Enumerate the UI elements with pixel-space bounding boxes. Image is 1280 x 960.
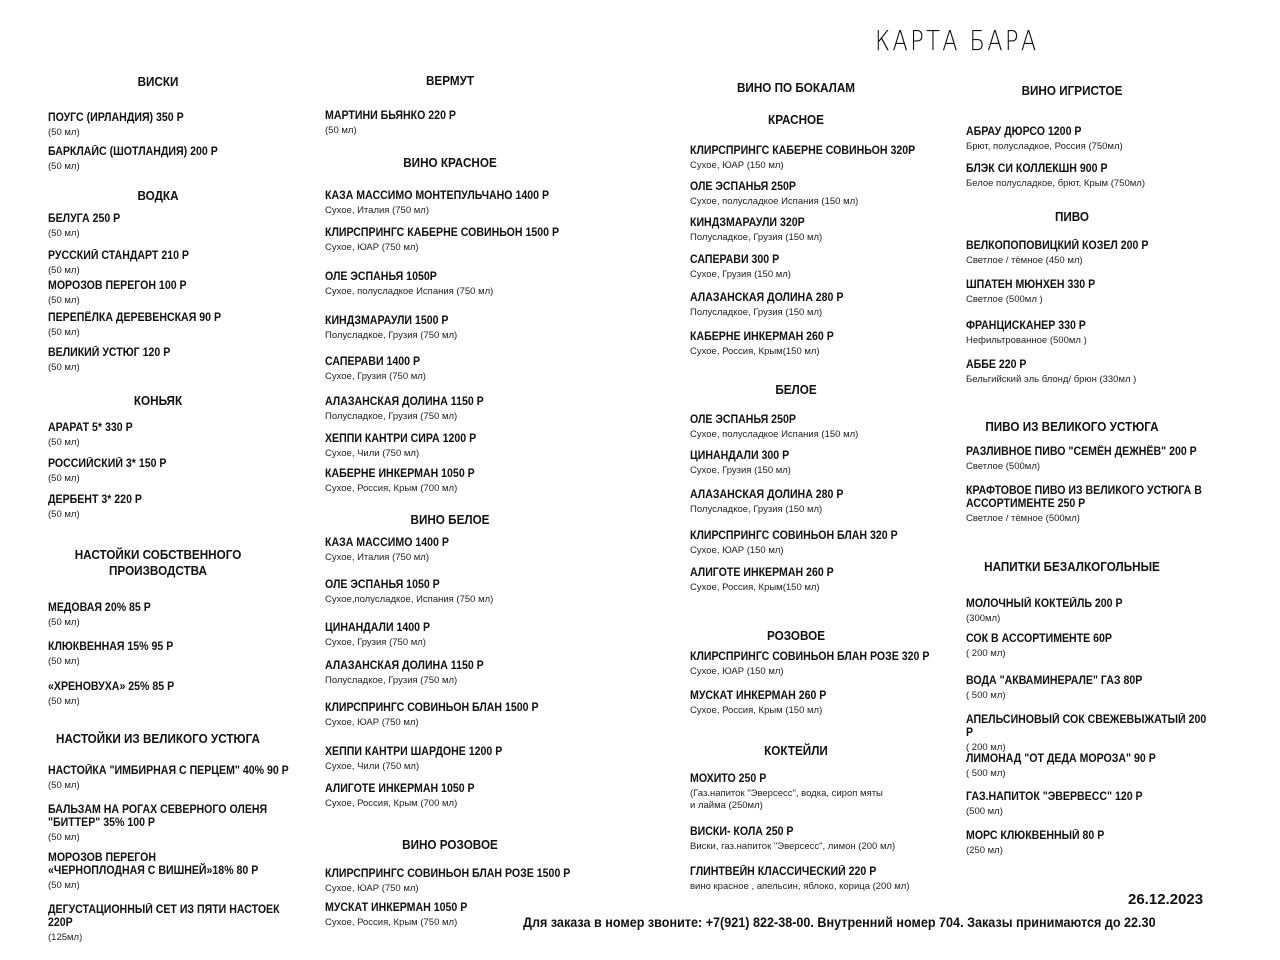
menu-item [690, 414, 940, 441]
item-name: РАЗЛИВНОЕ ПИВО "СЕМЁН ДЕЖНЁВ" 200 Р [966, 446, 1197, 458]
item-description: ( 200 мл) [966, 648, 1006, 659]
item-description: Брют, полусладкое, Россия (750мл) [966, 141, 1123, 152]
item-name: ВЕЛКОПОПОВИЦКИЙ КОЗЕЛ 200 Р [966, 240, 1149, 252]
menu-item [966, 163, 1216, 190]
item-name: МУСКАТ ИНКЕРМАН 260 Р [690, 690, 827, 702]
item-name: АЛИГОТЕ ИНКЕРМАН 260 Р [690, 567, 834, 579]
item-name: РУССКИЙ СТАНДАРТ 210 Р [48, 250, 189, 262]
item-name: КАБЕРНЕ ИНКЕРМАН 260 Р [690, 331, 834, 343]
menu-item [325, 433, 575, 460]
menu-item [690, 181, 940, 208]
item-name: НАСТОЙКА "ИМБИРНАЯ С ПЕРЦЕМ" 40% 90 Р [48, 765, 289, 777]
item-name: КИНДЗМАРАУЛИ 1500 Р [325, 315, 449, 327]
item-name: ПЕРЕПЁЛКА ДЕРЕВЕНСКАЯ 90 Р [48, 312, 222, 324]
item-description: Сухое, полусладкое Испания (750 мл) [325, 286, 494, 297]
item-description: (50 мл) [48, 228, 80, 239]
item-name: КАЗА МАССИМО 1400 Р [325, 537, 449, 549]
item-description: Полусладкое, Грузия (750 мл) [325, 675, 458, 686]
item-name: КАЗА МАССИМО МОНТЕПУЛЬЧАНО 1400 Р [325, 190, 550, 202]
item-name: САПЕРАВИ 1400 Р [325, 356, 421, 368]
section-heading: ВОДКА [137, 188, 179, 203]
item-name: АЛАЗАНСКАЯ ДОЛИНА 1150 Р [325, 396, 484, 408]
section-heading: НАСТОЙКИ СОБСТВЕННОГО ПРОИЗВОДСТВА [74, 547, 242, 578]
item-description: Полусладкое, Грузия (150 мл) [690, 307, 823, 318]
menu-item [966, 675, 1216, 702]
item-description: Полусладкое, Грузия (150 мл) [690, 504, 823, 515]
item-name: МАРТИНИ БЬЯНКО 220 Р [325, 110, 456, 122]
item-name: ДЕРБЕНТ 3* 220 Р [48, 494, 142, 506]
item-description: Полусладкое, Грузия (750 мл) [325, 330, 458, 341]
item-name: ХЕППИ КАНТРИ ШАРДОНЕ 1200 Р [325, 746, 503, 758]
item-name: МОРС КЛЮКВЕННЫЙ 80 Р [966, 830, 1105, 842]
item-description: Светлое (500мл ) [966, 294, 1043, 305]
section-heading: ПИВО [1054, 209, 1090, 224]
item-description: (50 мл) [48, 265, 80, 276]
item-description: Сухое, Италия (750 мл) [325, 552, 429, 563]
item-description: (50 мл) [48, 473, 80, 484]
menu-item [325, 537, 575, 564]
section-heading: БЕЛОЕ [775, 382, 817, 397]
menu-item [48, 146, 298, 173]
section-heading: КОНЬЯК [133, 393, 183, 408]
item-description: Сухое, ЮАР (750 мл) [325, 717, 419, 728]
item-description: Сухое, ЮАР (150 мл) [690, 545, 784, 556]
item-name: МУСКАТ ИНКЕРМАН 1050 Р [325, 902, 468, 914]
item-name: АББЕ 220 Р [966, 359, 1027, 371]
item-name: ЛИМОНАД "ОТ ДЕДА МОРОЗА" 90 Р [966, 753, 1156, 765]
menu-item [325, 396, 575, 423]
item-name: ШПАТЕН МЮНХЕН 330 Р [966, 279, 1096, 291]
menu-item [48, 602, 298, 629]
item-name: КАБЕРНЕ ИНКЕРМАН 1050 Р [325, 468, 475, 480]
item-name: КЛЮКВЕННАЯ 15% 95 Р [48, 641, 174, 653]
menu-item [966, 791, 1216, 818]
item-description: Сухое, Россия, Крым (700 мл) [325, 798, 458, 809]
item-description: (50 мл) [48, 127, 80, 138]
menu-item [48, 852, 298, 892]
item-description: ( 200 мл) [966, 742, 1006, 753]
item-description: (50 мл) [48, 696, 80, 707]
item-name: КЛИРСПРИНГС СОВИНЬОН БЛАН РОЗЕ 320 Р [690, 651, 930, 663]
order-info-footer: Для заказа в номер звоните: +7(921) 822-38-00. Внутренний номер 704. Заказы принимаются до 22.30 [523, 914, 1156, 930]
menu-item [325, 868, 575, 895]
section-heading: РОЗОВОЕ [766, 628, 826, 643]
item-name: ГАЗ.НАПИТОК "ЭВЕРВЕСС" 120 Р [966, 791, 1143, 803]
item-name: ОЛЕ ЭСПАНЬЯ 250Р [690, 181, 796, 193]
menu-item [966, 485, 1216, 525]
menu-item [48, 280, 298, 307]
item-name: МОРОЗОВ ПЕРЕГОН 100 Р [48, 280, 187, 292]
item-name: «ХРЕНОВУХА» 25% 85 Р [48, 681, 175, 693]
item-description: Сухое, Чили (750 мл) [325, 448, 420, 459]
item-name: МЕДОВАЯ 20% 85 Р [48, 602, 151, 614]
item-description: (50 мл) [48, 780, 80, 791]
item-name: КРАФТОВОЕ ПИВО ИЗ ВЕЛИКОГО УСТЮГА В АССОРТИМЕНТЕ 250 Р [966, 485, 1202, 510]
item-description: Сухое, ЮАР (750 мл) [325, 883, 419, 894]
menu-item [690, 826, 940, 853]
section-heading: ВИНО КРАСНОЕ [403, 155, 497, 170]
item-name: КЛИРСПРИНГС СОВИНЬОН БЛАН 320 Р [690, 530, 898, 542]
menu-item [690, 690, 940, 717]
item-name: МОЛОЧНЫЙ КОКТЕЙЛЬ 200 Р [966, 598, 1123, 610]
item-name: ЦИНАНДАЛИ 1400 Р [325, 622, 431, 634]
item-description: вино красное , апельсин, яблоко, корица (200 мл) [690, 881, 910, 892]
item-name: МОРОЗОВ ПЕРЕГОН «ЧЕРНОПЛОДНАЯ С ВИШНЕЙ»18% 80 Р [48, 852, 259, 877]
item-name: ОЛЕ ЭСПАНЬЯ 1050 Р [325, 579, 440, 591]
item-description: Светлое / тёмное (500мл) [966, 513, 1080, 524]
item-name: ВОДА "АКВАМИНЕРАЛЕ" ГАЗ 80Р [966, 675, 1143, 687]
item-description: Сухое, Россия, Крым (750 мл) [325, 917, 458, 928]
menu-item [690, 489, 940, 516]
menu-item [966, 279, 1216, 306]
menu-item [690, 530, 940, 557]
menu-item [690, 866, 940, 893]
menu-date: 26.12.2023 [1128, 891, 1204, 908]
menu-item [325, 579, 575, 606]
menu-item [325, 468, 575, 495]
item-name: БЕЛУГА 250 Р [48, 213, 121, 225]
section-heading: НАСТОЙКИ ИЗ ВЕЛИКОГО УСТЮГА [56, 731, 260, 746]
menu-item [325, 622, 575, 649]
menu-item [690, 292, 940, 319]
item-name: ДЕГУСТАЦИОННЫЙ СЕТ ИЗ ПЯТИ НАСТОЕК 220Р [48, 904, 280, 929]
section-heading: ВИНО ИГРИСТОЕ [1021, 83, 1123, 98]
item-description: (500 мл) [966, 806, 1003, 817]
item-name: ВЕЛИКИЙ УСТЮГ 120 Р [48, 347, 171, 359]
menu-item [325, 746, 575, 773]
item-description: Полусладкое, Грузия (750 мл) [325, 411, 458, 422]
item-description: (50 мл) [48, 437, 80, 448]
item-name: БАЛЬЗАМ НА РОГАХ СЕВЕРНОГО ОЛЕНЯ "БИТТЕР" 35% 100 Р [48, 804, 268, 829]
section-heading: ВИНО РОЗОВОЕ [402, 837, 498, 852]
menu-item [966, 753, 1216, 780]
item-description: (250 мл) [966, 845, 1003, 856]
item-description: (50 мл) [48, 880, 80, 891]
menu-item [48, 904, 298, 944]
item-description: Светлое (500мл) [966, 461, 1041, 472]
item-name: ХЕППИ КАНТРИ СИРА 1200 Р [325, 433, 477, 445]
item-description: Сухое, Россия, Крым(150 мл) [690, 346, 820, 357]
menu-item [966, 830, 1216, 857]
item-description: Сухое, Россия, Крым (150 мл) [690, 705, 823, 716]
item-name: КИНДЗМАРАУЛИ 320Р [690, 217, 805, 229]
menu-item [966, 240, 1216, 267]
item-description: Сухое, Италия (750 мл) [325, 205, 429, 216]
menu-item [966, 359, 1216, 386]
item-description: Сухое,полусладкое, Испания (750 мл) [325, 594, 494, 605]
menu-item [325, 702, 575, 729]
section-heading: ВИСКИ [137, 74, 179, 89]
section-heading: ВЕРМУТ [425, 73, 475, 88]
item-description: Сухое, ЮАР (150 мл) [690, 666, 784, 677]
item-name: МОХИТО 250 Р [690, 773, 767, 785]
menu-item [325, 783, 575, 810]
menu-item [966, 446, 1216, 473]
item-name: ВИСКИ- КОЛА 250 Р [690, 826, 794, 838]
item-name: АЛАЗАНСКАЯ ДОЛИНА 280 Р [690, 292, 844, 304]
item-name: РОССИЙСКИЙ 3* 150 Р [48, 458, 167, 470]
item-description: Светлое / тёмное (450 мл) [966, 255, 1083, 266]
item-name: ОЛЕ ЭСПАНЬЯ 250Р [690, 414, 796, 426]
item-description: (50 мл) [48, 362, 80, 373]
item-name: КЛИРСПРИНГС КАБЕРНЕ СОВИНЬОН 1500 Р [325, 227, 560, 239]
menu-title: КАРТА БАРА [875, 24, 1039, 57]
item-description: Полусладкое, Грузия (150 мл) [690, 232, 823, 243]
item-name: СОК В АССОРТИМЕНТЕ 60Р [966, 633, 1112, 645]
item-name: КЛИРСПРИНГС СОВИНЬОН БЛАН 1500 Р [325, 702, 539, 714]
item-name: БАРКЛАЙС (ШОТЛАНДИЯ) 200 Р [48, 146, 218, 158]
item-description: (Газ.напиток "Эверсесс", водка, сироп мяты и лайма (250мл) [690, 788, 883, 811]
menu-item [690, 331, 940, 358]
menu-item [325, 315, 575, 342]
menu-item [690, 567, 940, 594]
section-heading: НАПИТКИ БЕЗАЛКОГОЛЬНЫЕ [984, 559, 1160, 574]
item-name: АПЕЛЬСИНОВЫЙ СОК СВЕЖЕВЫЖАТЫЙ 200 Р [966, 714, 1207, 739]
item-description: Сухое, Чили (750 мл) [325, 761, 420, 772]
section-heading: ВИНО ПО БОКАЛАМ [736, 80, 856, 95]
section-heading: ПИВО ИЗ ВЕЛИКОГО УСТЮГА [985, 419, 1159, 434]
item-description: Сухое, ЮАР (750 мл) [325, 242, 419, 253]
menu-item [325, 110, 575, 137]
item-description: Сухое, Грузия (750 мл) [325, 371, 426, 382]
item-description: (50 мл) [48, 161, 80, 172]
menu-item [48, 681, 298, 708]
item-description: (50 мл) [48, 327, 80, 338]
menu-item [690, 217, 940, 244]
item-description: (50 мл) [325, 125, 357, 136]
item-name: ПОУГС (ИРЛАНДИЯ) 350 Р [48, 112, 184, 124]
item-description: Сухое, Россия, Крым (700 мл) [325, 483, 458, 494]
menu-item [48, 312, 298, 339]
menu-item [48, 213, 298, 240]
item-description: Белое полусладкое, брют, Крым (750мл) [966, 178, 1145, 189]
item-description: (50 мл) [48, 617, 80, 628]
item-name: АБРАУ ДЮРСО 1200 Р [966, 126, 1082, 138]
menu-item [48, 494, 298, 521]
item-description: Сухое, Россия, Крым(150 мл) [690, 582, 820, 593]
item-description: Бельгийский эль блонд/ брюн (330мл ) [966, 374, 1137, 385]
section-heading: КРАСНОЕ [768, 112, 824, 127]
item-description: ( 500 мл) [966, 690, 1006, 701]
item-description: Сухое, Грузия (150 мл) [690, 269, 791, 280]
menu-item [48, 250, 298, 277]
item-name: АРАРАТ 5* 330 Р [48, 422, 133, 434]
item-name: АЛИГОТЕ ИНКЕРМАН 1050 Р [325, 783, 475, 795]
item-description: ( 500 мл) [966, 768, 1006, 779]
item-name: ЦИНАНДАЛИ 300 Р [690, 450, 790, 462]
menu-item [325, 227, 575, 254]
menu-item [966, 598, 1216, 625]
menu-item [966, 126, 1216, 153]
item-name: АЛАЗАНСКАЯ ДОЛИНА 1150 Р [325, 660, 484, 672]
menu-item [690, 254, 940, 281]
menu-item [966, 320, 1216, 347]
menu-item [966, 714, 1216, 754]
menu-item [325, 660, 575, 687]
item-description: (50 мл) [48, 509, 80, 520]
menu-item [48, 765, 298, 792]
item-description: Сухое, полусладкое Испания (150 мл) [690, 196, 859, 207]
item-description: (300мл) [966, 613, 1001, 624]
item-name: ГЛИНТВЕЙН КЛАССИЧЕСКИЙ 220 Р [690, 866, 877, 878]
menu-item [966, 633, 1216, 660]
menu-item [48, 641, 298, 668]
menu-item [690, 651, 940, 678]
item-description: Сухое, Грузия (150 мл) [690, 465, 791, 476]
item-description: (50 мл) [48, 832, 80, 843]
item-name: ФРАНЦИСКАНЕР 330 Р [966, 320, 1086, 332]
item-description: Нефильтрованное (500мл ) [966, 335, 1087, 346]
menu-item [48, 112, 298, 139]
menu-item [48, 804, 298, 844]
item-description: Сухое, ЮАР (150 мл) [690, 160, 784, 171]
menu-item [690, 773, 940, 812]
item-description: (50 мл) [48, 295, 80, 306]
menu-item [325, 271, 575, 298]
menu-item [325, 356, 575, 383]
item-description: (125мл) [48, 932, 83, 943]
section-heading: ВИНО БЕЛОЕ [410, 512, 490, 527]
menu-item [690, 450, 940, 477]
item-description: Виски, газ.напиток "Эверсесс", лимон (200 мл) [690, 841, 896, 852]
menu-item [48, 347, 298, 374]
item-description: Сухое, Грузия (750 мл) [325, 637, 426, 648]
item-description: (50 мл) [48, 656, 80, 667]
menu-item [690, 145, 940, 172]
item-name: ОЛЕ ЭСПАНЬЯ 1050Р [325, 271, 437, 283]
menu-item [325, 190, 575, 217]
item-name: КЛИРСПРИНГС КАБЕРНЕ СОВИНЬОН 320Р [690, 145, 916, 157]
item-name: САПЕРАВИ 300 Р [690, 254, 780, 266]
menu-item [48, 422, 298, 449]
item-name: БЛЭК СИ КОЛЛЕКШН 900 Р [966, 163, 1108, 175]
item-name: КЛИРСПРИНГС СОВИНЬОН БЛАН РОЗЕ 1500 Р [325, 868, 571, 880]
menu-item [48, 458, 298, 485]
item-name: АЛАЗАНСКАЯ ДОЛИНА 280 Р [690, 489, 844, 501]
item-description: Сухое, полусладкое Испания (150 мл) [690, 429, 859, 440]
section-heading: КОКТЕЙЛИ [764, 743, 828, 758]
